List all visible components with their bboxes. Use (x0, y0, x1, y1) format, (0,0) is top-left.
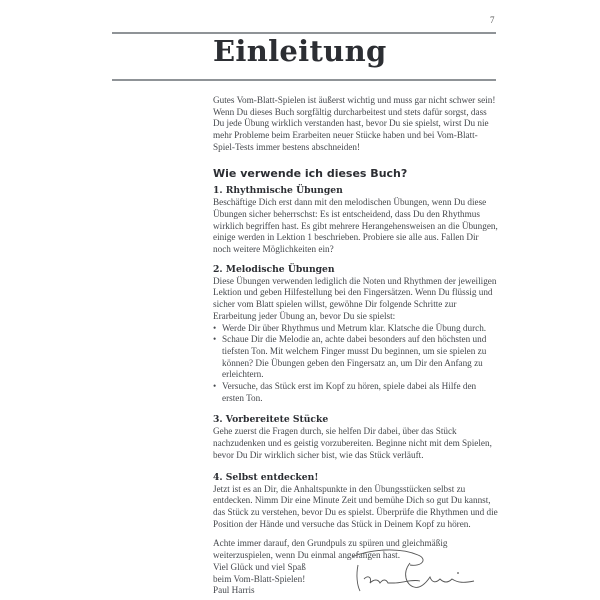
subsection-heading: 4. Selbst entdecken! (213, 471, 319, 483)
section-heading: Wie verwende ich dieses Buch? (213, 166, 408, 180)
list-item: • Werde Dir über Rhythmus und Metrum klar. Klatsche die Übung durch. (213, 323, 498, 335)
signature-icon (340, 545, 480, 595)
subsection-text: Beschäftige Dich erst dann mit den melodischen Übungen, wenn Du diese Übungen sicher beherrschst: Es ist entscheidend, dass Du den Rhythmus wirklich begriffen hast. Es gibt mehrere Herangehensweisen an die Übungen, einige werden in Lektion 1 beschrieben. Probiere sie alle aus. Fallen Dir noch weitere Möglichkeiten ein? (213, 197, 498, 255)
subsection-text: Diese Übungen verwenden lediglich die Noten und Rhythmen der jeweiligen Lektion und geben Hilfestellung bei den Fingersätzen. Wenn Du flüssig und sicher vom Blatt spielen willst, gewöhne Dir folgende Schritte zur Erarbeitung jeder Übung an, bevor Du sie spielst: (213, 275, 497, 321)
subsection-heading: 2. Melodische Übungen (213, 263, 335, 275)
subsection-text: Jetzt ist es an Dir, die Anhaltspunkte in den Übungsstücken selbst zu entdecken. Nimm Dir eine Minute Zeit und bemühe Dich so gut Du kannst, das Stück zu verstehen, bevor Du es spielst. Überprüfe die Rhythmen und die Position der Hände und versuche das Stück in Deinem Kopf zu hören. (213, 483, 498, 529)
subsection-text: Gehe zuerst die Fragen durch, sie helfen Dir dabei, über das Stück nachzudenken und es geistig vorzubereiten. Beginne nicht mit dem Spielen, bevor Du Dir wirklich sicher bist, wie das Stück verläuft. (213, 426, 492, 460)
subsection-heading: 1. Rhythmische Übungen (213, 185, 343, 197)
signoff-text: Viel Glück und viel Spaß beim Vom-Blatt-Spielen! (213, 561, 306, 584)
closing-paragraph: Achte immer darauf, den Grundpuls zu spüren und gleichmäßig weiterzuspielen, wenn Du einmal angefangen hast. (213, 538, 448, 561)
steps-list (213, 323, 498, 405)
body-content (213, 95, 498, 597)
section-melodic-exercises (213, 264, 498, 405)
section-self-discovery (213, 472, 498, 531)
author-name: Paul Harris (213, 585, 255, 596)
list-item: • Versuche, das Stück erst im Kopf zu hören, spiele dabei als Hilfe den ersten Ton. (213, 381, 498, 404)
section-rhythmic-exercises (213, 185, 498, 256)
section-prepared-pieces (213, 414, 498, 461)
title-rule-divider (112, 79, 496, 81)
page-number: 7 (490, 15, 495, 25)
list-item: • Schaue Dir die Melodie an, achte dabei besonders auf den höchsten und tiefsten Ton. Mit welchem Finger musst Du beginnen, um sie spielen zu können? Die Übungen geben den Fingersatz an, um Dir den Anfang zu erleichtern. (213, 334, 498, 381)
subsection-heading: 3. Vorbereitete Stücke (213, 414, 329, 426)
page-title: Einleitung (213, 34, 387, 68)
intro-paragraph: Gutes Vom-Blatt-Spielen ist äußerst wichtig und muss gar nicht schwer sein! Wenn Du dieses Buch sorgfältig durcharbeitest und stets dafür sorgst, dass Du jede Übung wirklich verstanden hast, bevor Du sie spielst, wirst Du nie mehr Probleme beim Erarbeiten neuer Stücke haben und bei Vom-Blatt-Spiel-Tests immer bestens abschneiden! (213, 95, 496, 152)
